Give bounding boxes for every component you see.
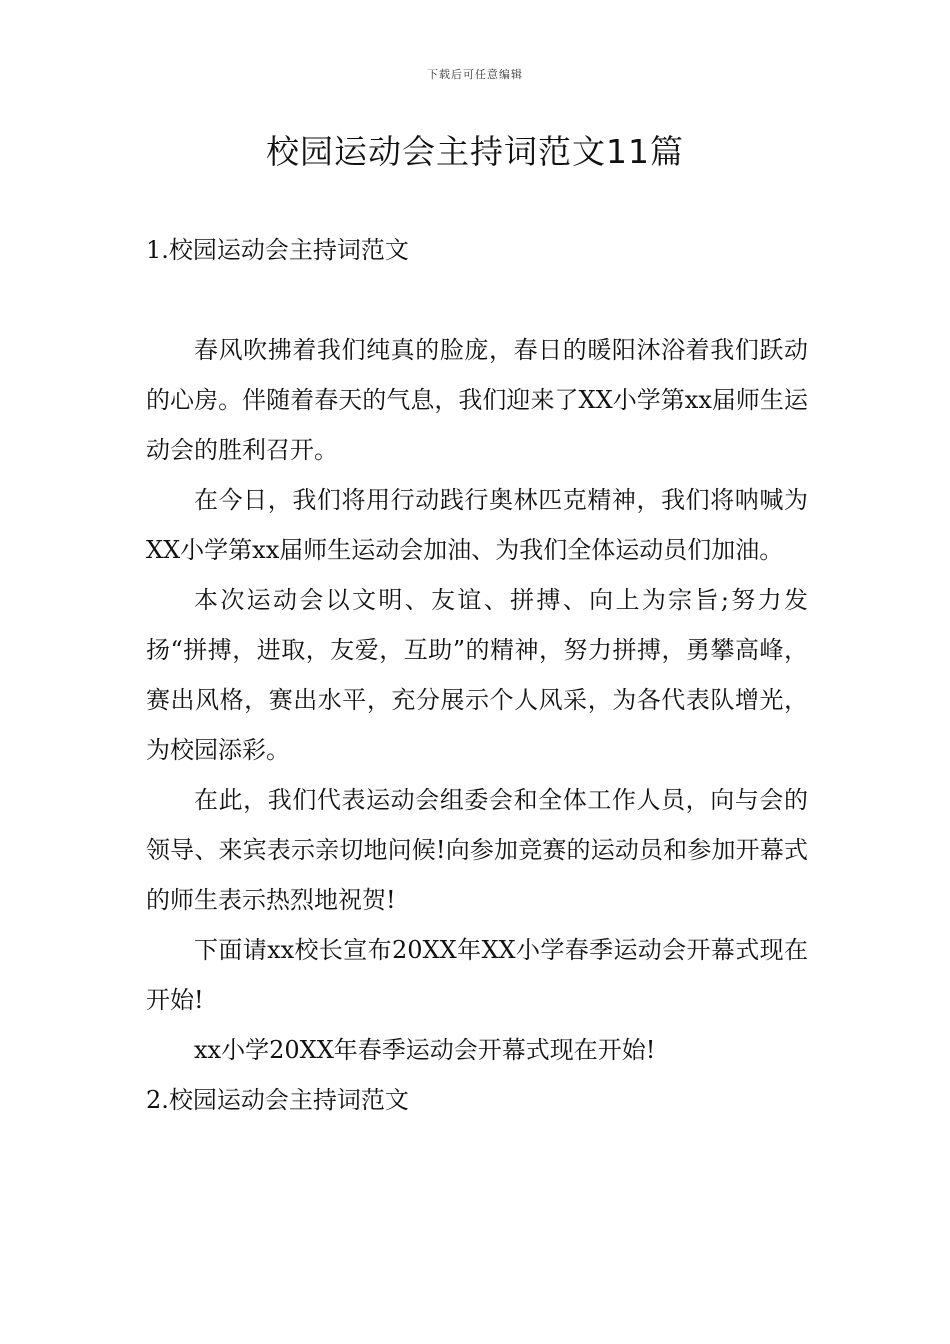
paragraph: xx小学20XX年春季运动会开幕式现在开始! [194, 1036, 656, 1064]
paragraph: 春风吹拂着我们纯真的脸庞，春日的暖阳沐浴着我们跃动的心房。伴随着春天的气息，我们迎来了XX小学第xx届师生运动会的胜利召开。 [146, 336, 808, 464]
header-note: 下载后可任意编辑 [427, 68, 523, 81]
section-heading-1: 1.校园运动会主持词范文 [146, 236, 409, 264]
document-title: 校园运动会主持词范文11篇 [266, 132, 684, 171]
paragraph: 下面请xx校长宣布20XX年XX小学春季运动会开幕式现在开始! [146, 936, 808, 1014]
paragraph: 在今日，我们将用行动践行奥林匹克精神，我们将呐喊为XX小学第xx届师生运动会加油、为我们全体运动员们加油。 [146, 486, 808, 564]
paragraph: 本次运动会以文明、友谊、拼搏、向上为宗旨;努力发扬“拼搏，进取，友爱，互助”的精神，努力拼搏，勇攀高峰，赛出风格，赛出水平，充分展示个人风采，为各代表队增光，为校园添彩。 [146, 586, 808, 764]
document-body [146, 225, 808, 1125]
section-heading-2: 2.校园运动会主持词范文 [146, 1086, 409, 1114]
paragraph: 在此，我们代表运动会组委会和全体工作人员，向与会的领导、来宾表示亲切地问候!向参加竞赛的运动员和参加开幕式的师生表示热烈地祝贺! [146, 786, 808, 914]
